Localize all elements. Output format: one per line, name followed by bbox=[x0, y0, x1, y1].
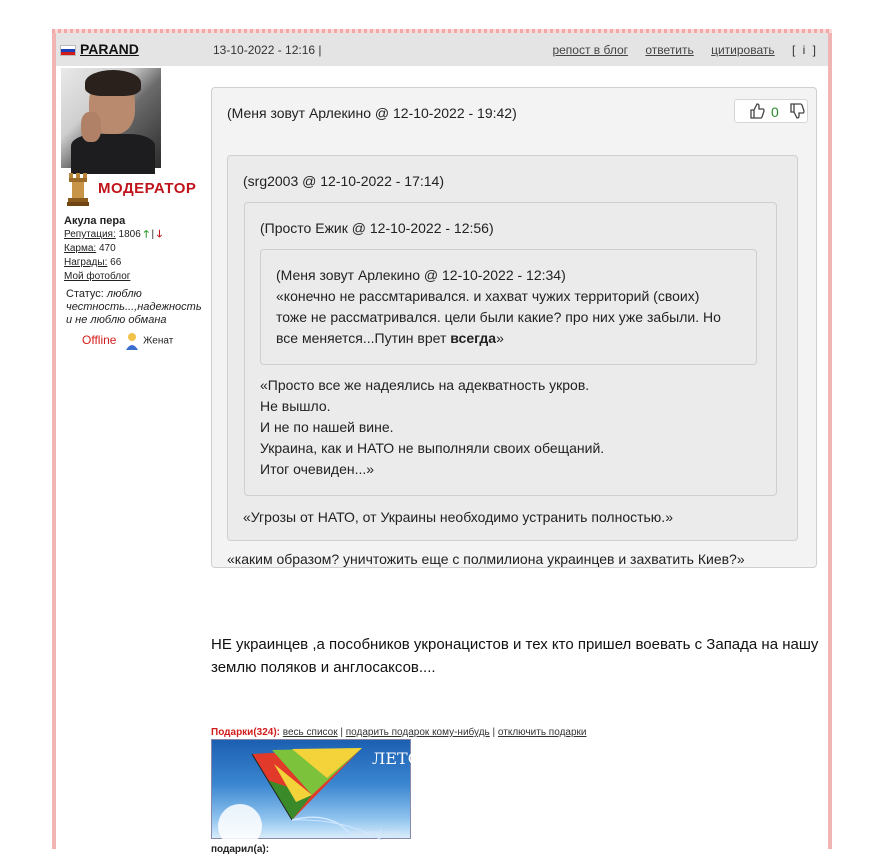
bold-word: всегда bbox=[450, 330, 497, 346]
thumbs-up-icon[interactable] bbox=[749, 103, 765, 119]
gifts-header: Подарки(324): bbox=[211, 727, 281, 738]
nested-quote bbox=[260, 249, 757, 365]
reputation-down-icon[interactable]: 🡓 bbox=[156, 229, 163, 240]
avatar[interactable] bbox=[61, 68, 161, 168]
author-username-link[interactable]: PARAND bbox=[80, 41, 139, 57]
online-status bbox=[82, 332, 173, 350]
gift-caption: ЛЕТО bbox=[372, 749, 421, 768]
quote-line: Итог очевиден...» bbox=[260, 461, 375, 477]
reply-link[interactable]: ответить bbox=[645, 43, 694, 57]
photoblog-link[interactable]: Мой фотоблог bbox=[64, 271, 131, 282]
post-actions bbox=[538, 43, 818, 57]
gifts-bar: Подарки(324): весь список | подарить подарок кому-нибудь | отключить подарки bbox=[211, 727, 587, 738]
nested-quote bbox=[244, 202, 777, 496]
post-frame bbox=[52, 29, 832, 855]
thumbs-down-icon[interactable] bbox=[789, 103, 805, 119]
awards-link[interactable]: Награды: bbox=[64, 257, 108, 268]
quote-author: (srg2003 @ 12-10-2022 - 17:14) bbox=[243, 173, 444, 189]
quote-author: (Меня зовут Арлекино @ 12-10-2022 - 12:34) bbox=[276, 267, 566, 283]
quote-line: «Просто все же надеялись на адекватность укров. bbox=[260, 377, 590, 393]
quote-link[interactable]: цитировать bbox=[711, 43, 775, 57]
post-body bbox=[211, 633, 828, 679]
info-button[interactable]: [ i ] bbox=[791, 43, 818, 57]
quote-author: (Просто Ежик @ 12-10-2022 - 12:56) bbox=[260, 220, 494, 236]
quote-line: все меняется...Путин врет всегда» bbox=[276, 330, 504, 346]
quote-line: Не вышло. bbox=[260, 398, 331, 414]
repost-to-blog-link[interactable]: репост в блог bbox=[552, 43, 629, 57]
kite-illustration bbox=[212, 740, 421, 840]
marital-status: Женат bbox=[143, 335, 174, 347]
gift-watermark: sy.narod.com bbox=[352, 829, 400, 838]
quote-line: «конечно не рассмтаривался. и хахват чужих территорий (своих) bbox=[276, 288, 700, 304]
gift-give-link[interactable]: подарить подарок кому-нибудь bbox=[345, 727, 490, 738]
post-line: НЕ украинцев ,а пособников укронацистов и тех кто пришел воевать с Запада на нашу bbox=[211, 636, 819, 653]
quote-line: И не по нашей вине. bbox=[260, 419, 394, 435]
reputation-row: Репутация: 1806 🡑 | 🡓 bbox=[64, 229, 163, 240]
user-status bbox=[66, 288, 208, 327]
karma-link[interactable]: Карма: bbox=[64, 243, 97, 254]
post-header bbox=[56, 33, 828, 66]
gift-from-label: подарил(а): bbox=[211, 844, 270, 855]
karma-row bbox=[64, 242, 209, 256]
gifts-disable-link[interactable]: отключить подарки bbox=[497, 727, 587, 738]
reputation-link[interactable]: Репутация: bbox=[64, 229, 116, 240]
nested-quote bbox=[227, 155, 798, 541]
author-stats bbox=[64, 214, 209, 284]
gift-image[interactable] bbox=[211, 739, 421, 839]
status-label: Статус: bbox=[66, 288, 104, 300]
vote-widget bbox=[734, 99, 808, 123]
reputation-up-icon[interactable]: 🡑 bbox=[143, 229, 149, 240]
married-icon bbox=[124, 332, 140, 350]
awards-row bbox=[64, 256, 209, 270]
moderator-badge bbox=[66, 170, 206, 210]
post-date: 13-10-2022 - 12:16 | bbox=[213, 43, 322, 57]
status-text: люблю честность...,надежность и не люблю обмана bbox=[66, 288, 202, 326]
user-title: Акула пера bbox=[64, 215, 126, 227]
quote-line: тоже не рассматривался. цели были какие? про них уже забыли. Но bbox=[276, 309, 721, 325]
russia-flag-icon bbox=[60, 45, 76, 56]
karma-value: 470 bbox=[98, 243, 116, 254]
reputation-value: 1806 bbox=[118, 229, 141, 240]
awards-value: 66 bbox=[110, 257, 122, 268]
quote-block bbox=[211, 87, 817, 568]
post-line: землю поляков и англосаксов.... bbox=[211, 659, 436, 676]
quote-line: «каким образом? уничтожить еще с полмилиона украинцев и захватить Киев?» bbox=[227, 551, 745, 567]
vote-count: 0 bbox=[771, 104, 779, 120]
quote-line: Украина, как и НАТО не выполняли своих обещаний. bbox=[260, 440, 605, 456]
rank-label: МОДЕРАТОР bbox=[98, 180, 197, 197]
quote-author: (Меня зовут Арлекино @ 12-10-2022 - 19:42) bbox=[227, 105, 517, 121]
rook-icon bbox=[66, 172, 90, 206]
online-status-text: Offline bbox=[82, 333, 117, 348]
quote-line: «Угрозы от НАТО, от Украины необходимо устранить полностью.» bbox=[243, 509, 673, 525]
gifts-all-link[interactable]: весь список bbox=[282, 727, 338, 738]
